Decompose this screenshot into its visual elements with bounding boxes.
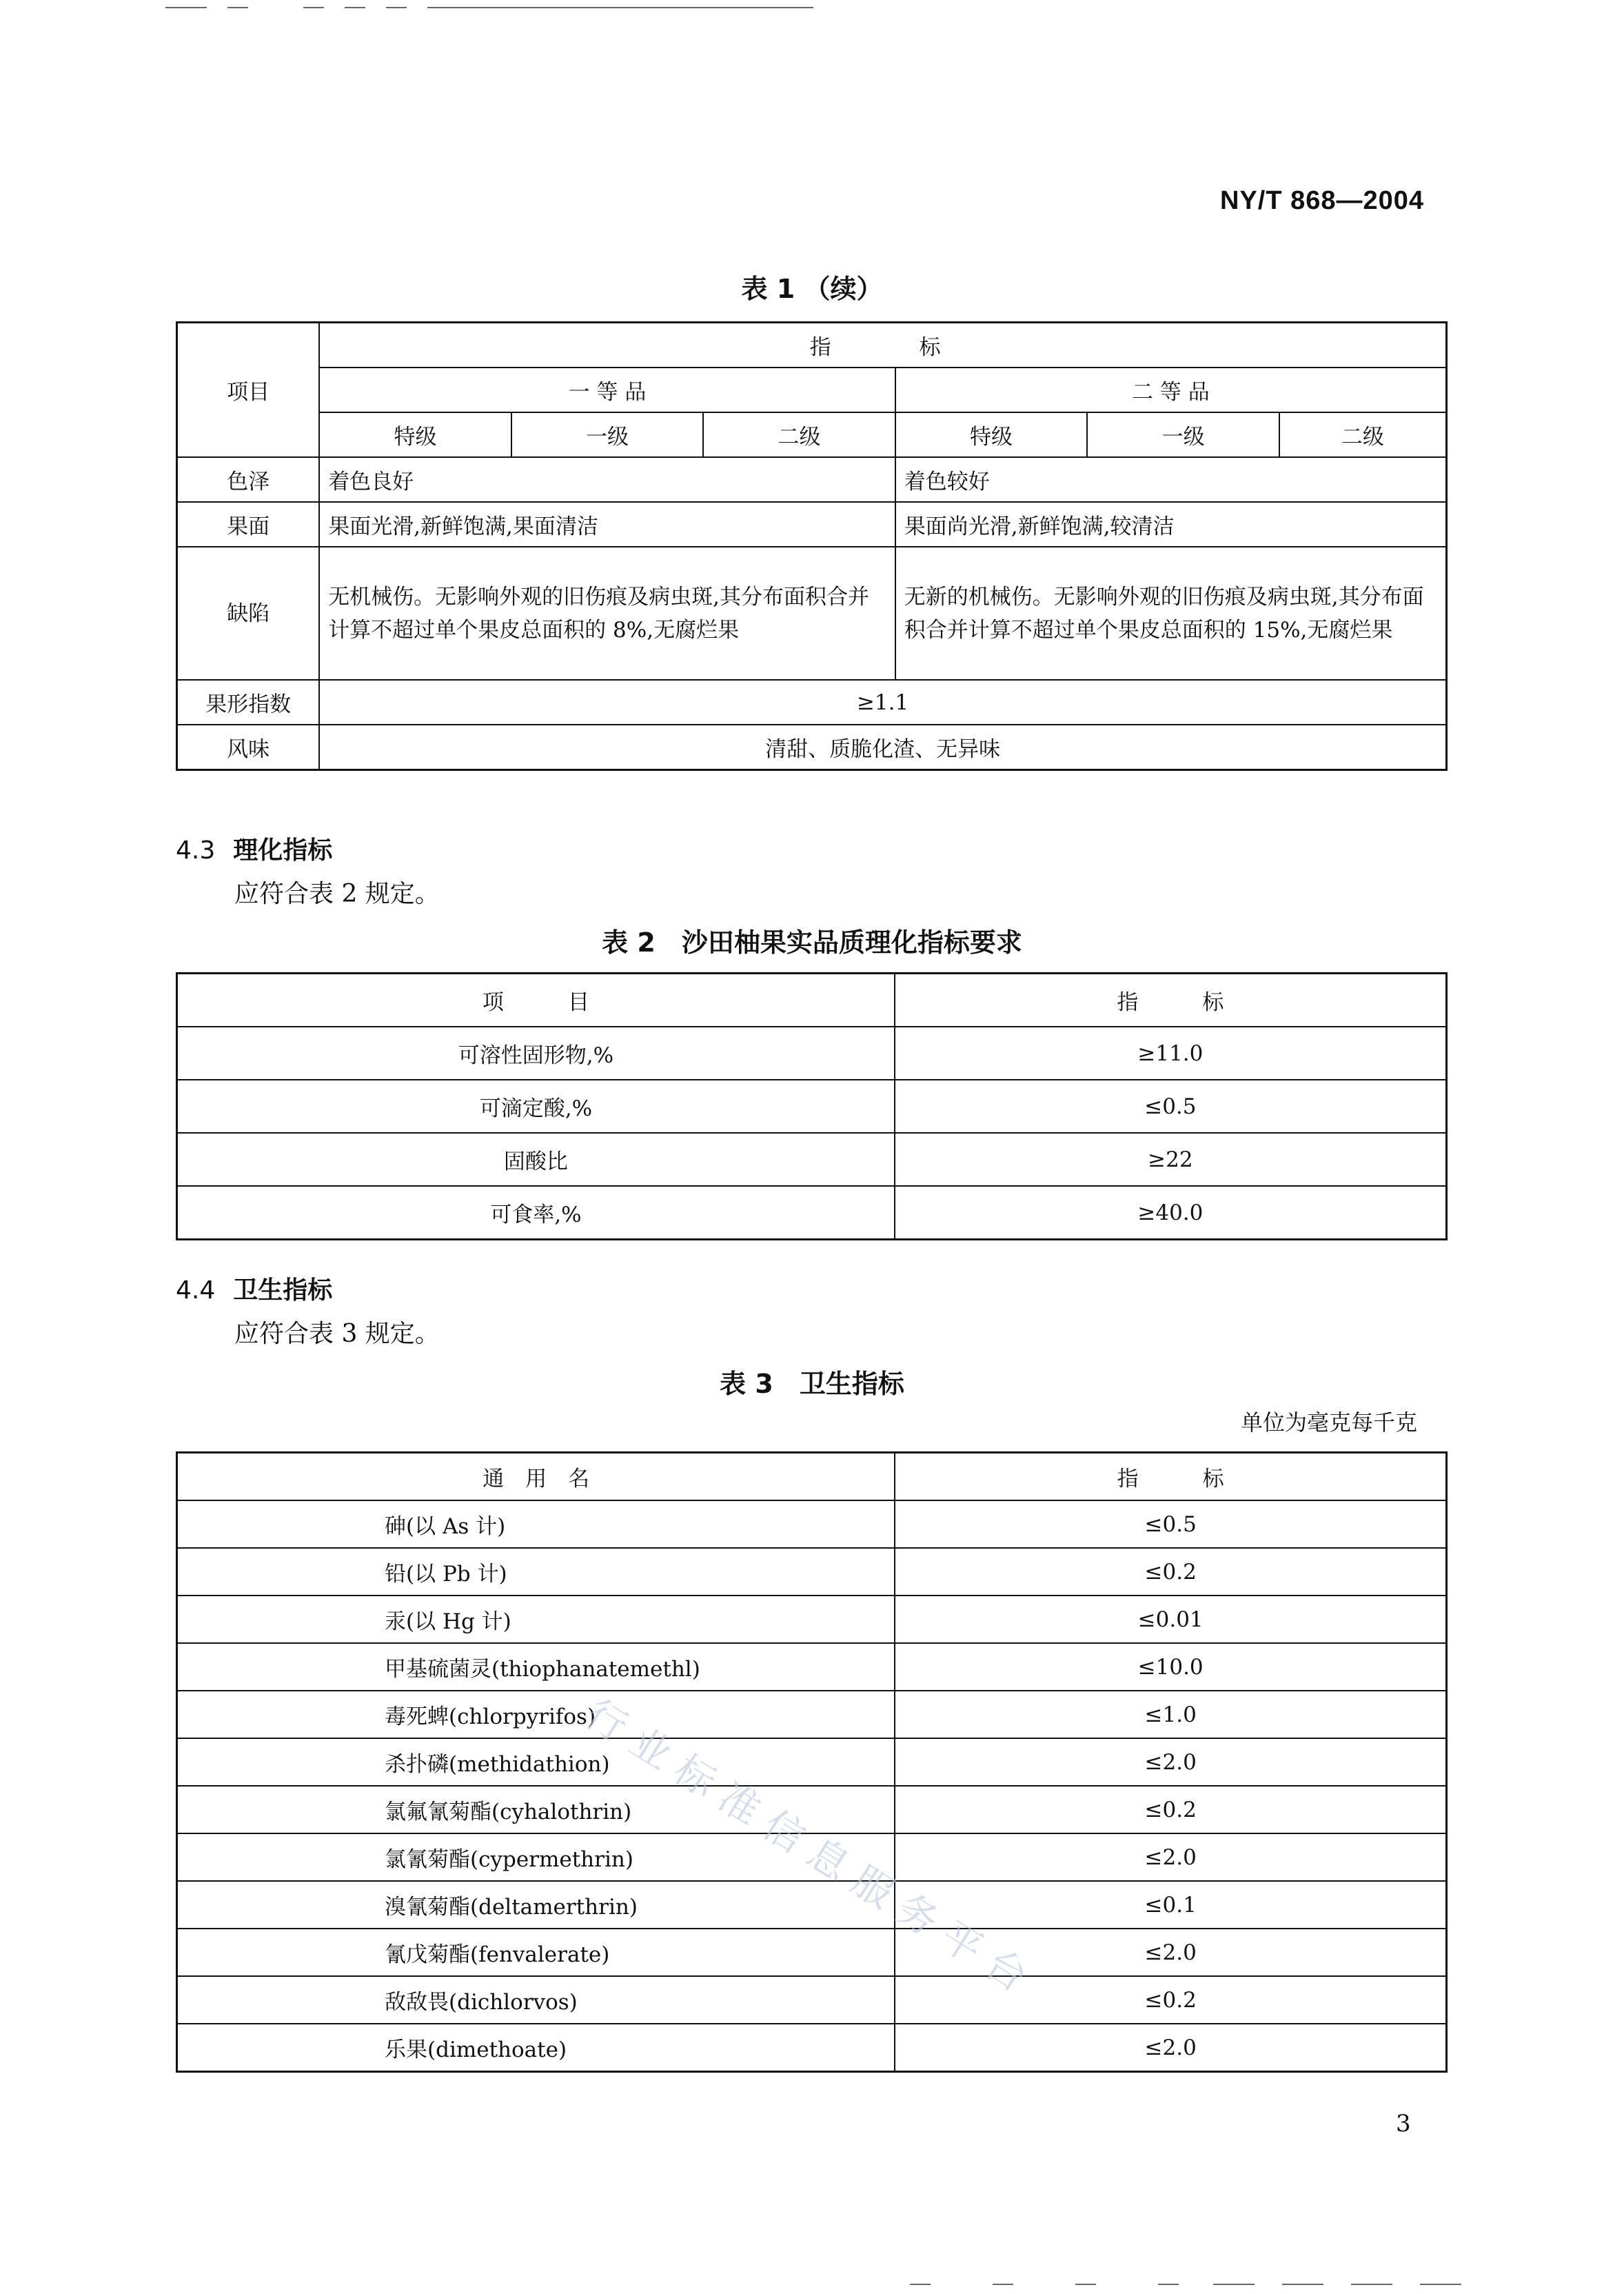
name-cell: 杀扑磷(methidathion)	[177, 1738, 895, 1786]
grade1-cell: 着色良好	[319, 457, 895, 502]
table-row	[177, 1596, 1447, 1643]
table1-subgrade-row	[177, 412, 1447, 457]
table1-head-indicator: 指 标	[319, 323, 1446, 368]
name-cell: 氰戊菊酯(fenvalerate)	[177, 1929, 895, 1976]
name-cell: 铅(以 Pb 计)	[177, 1548, 895, 1596]
table-row	[177, 1881, 1447, 1929]
scan-mark	[1213, 2284, 1255, 2285]
table3-caption: 表 3 卫生指标	[720, 1369, 904, 1399]
table2-header-row	[177, 974, 1447, 1027]
table-row	[177, 1080, 1447, 1133]
value-cell: ≤2.0	[895, 2024, 1446, 2072]
value-cell: ≤0.2	[895, 1786, 1446, 1833]
table-row	[177, 1738, 1447, 1786]
value-cell: ≤0.5	[895, 1080, 1447, 1133]
name-cell: 氯氰菊酯(cypermethrin)	[177, 1833, 895, 1881]
name-cell: 甲基硫菌灵(thiophanatemethl)	[177, 1643, 895, 1691]
value-cell: ≤0.1	[895, 1881, 1446, 1929]
scan-mark	[993, 2284, 1013, 2285]
table-row	[177, 1027, 1447, 1080]
table-row	[177, 1548, 1447, 1596]
scan-mark	[910, 2284, 931, 2285]
table3-head-indicator: 指 标	[895, 1453, 1446, 1501]
value-cell: ≥11.0	[895, 1027, 1447, 1080]
scan-mark	[165, 7, 207, 8]
table2	[176, 972, 1448, 1240]
table1-subgrade: 一级	[1087, 412, 1279, 457]
name-cell: 砷(以 As 计)	[177, 1500, 895, 1548]
table3	[176, 1451, 1448, 2073]
section-title: 卫生指标	[233, 1276, 333, 1305]
table-row	[177, 1691, 1447, 1738]
table1-head-item: 项目	[177, 323, 320, 458]
item-cell: 可滴定酸,%	[177, 1080, 895, 1133]
table1-subgrade: 特级	[319, 412, 511, 457]
name-cell: 敌敌畏(dichlorvos)	[177, 1976, 895, 2024]
grade1-cell: 无机械伤。无影响外观的旧伤痕及病虫斑,其分布面积合并计算不超过单个果皮总面积的 8%,无腐烂果	[319, 547, 895, 680]
table1-grade-row	[177, 368, 1447, 412]
table-row	[177, 1976, 1447, 2024]
section-heading-4-3	[176, 831, 332, 866]
scan-mark	[1282, 2284, 1323, 2285]
name-cell: 氯氟氰菊酯(cyhalothrin)	[177, 1786, 895, 1833]
standard-code: NY/T 868—2004	[1220, 186, 1425, 215]
scan-mark	[1351, 2284, 1392, 2285]
value-cell: ≤0.01	[895, 1596, 1446, 1643]
scan-mark	[227, 7, 248, 8]
table1-header-row	[177, 323, 1447, 368]
grade2-cell: 果面尚光滑,新鲜饱满,较清洁	[895, 502, 1447, 547]
value-cell: 清甜、质脆化渣、无异味	[319, 725, 1446, 770]
table3-head-name: 通 用 名	[177, 1453, 895, 1501]
table-row	[177, 680, 1447, 725]
table1-caption: 表 1 （续）	[741, 274, 883, 304]
table-row	[177, 1133, 1447, 1186]
value-cell: ≤0.2	[895, 1976, 1446, 2024]
grade2-cell: 无新的机械伤。无影响外观的旧伤痕及病虫斑,其分布面积合并计算不超过单个果皮总面积的 15%,无腐烂果	[895, 547, 1447, 680]
name-cell: 溴氰菊酯(deltamerthrin)	[177, 1881, 895, 1929]
table2-head-indicator: 指 标	[895, 974, 1447, 1027]
table2-caption: 表 2 沙田柚果实品质理化指标要求	[602, 927, 1022, 958]
item-cell: 固酸比	[177, 1133, 895, 1186]
name-cell: 汞(以 Hg 计)	[177, 1596, 895, 1643]
table2-head-item: 项 目	[177, 974, 895, 1027]
scan-mark	[1158, 2284, 1179, 2285]
table1-subgrade: 二级	[703, 412, 895, 457]
table-row	[177, 547, 1447, 680]
value-cell: ≤1.0	[895, 1691, 1446, 1738]
table-row	[177, 725, 1447, 770]
page-number: 3	[1396, 2110, 1411, 2137]
value-cell: ≥40.0	[895, 1186, 1447, 1240]
table1-head-grade1: 一 等 品	[319, 368, 895, 412]
scan-mark	[345, 7, 365, 8]
row-label: 缺陷	[177, 547, 320, 680]
table-row	[177, 1929, 1447, 1976]
table-row	[177, 2024, 1447, 2072]
scan-mark	[427, 7, 813, 8]
table-row	[177, 457, 1447, 502]
name-cell: 乐果(dimethoate)	[177, 2024, 895, 2072]
value-cell: ≤10.0	[895, 1643, 1446, 1691]
table1-subgrade: 特级	[895, 412, 1088, 457]
value-cell: ≥1.1	[319, 680, 1446, 725]
table3-unit: 单位为毫克每千克	[1240, 1409, 1417, 1436]
scan-mark	[1075, 2284, 1096, 2285]
table-row	[177, 1500, 1447, 1548]
scan-mark	[386, 7, 407, 8]
section-number: 4.3	[176, 836, 216, 865]
item-cell: 可溶性固形物,%	[177, 1027, 895, 1080]
section-text: 应符合表 3 规定。	[234, 1320, 440, 1348]
grade1-cell: 果面光滑,新鲜饱满,果面清洁	[319, 502, 895, 547]
value-cell: ≤2.0	[895, 1738, 1446, 1786]
table1-head-grade2: 二 等 品	[895, 368, 1447, 412]
section-heading-4-4	[176, 1271, 332, 1306]
table-row	[177, 1186, 1447, 1240]
table1-subgrade: 二级	[1279, 412, 1447, 457]
table1	[176, 321, 1448, 771]
value-cell: ≥22	[895, 1133, 1447, 1186]
value-cell: ≤0.5	[895, 1500, 1446, 1548]
row-label: 果形指数	[177, 680, 320, 725]
row-label: 果面	[177, 502, 320, 547]
grade2-cell: 着色较好	[895, 457, 1447, 502]
section-text: 应符合表 2 规定。	[234, 880, 440, 908]
table1-subgrade: 一级	[511, 412, 704, 457]
name-cell: 毒死蜱(chlorpyrifos)	[177, 1691, 895, 1738]
section-number: 4.4	[176, 1276, 216, 1305]
row-label: 风味	[177, 725, 320, 770]
scan-mark	[1420, 2284, 1461, 2285]
value-cell: ≤2.0	[895, 1833, 1446, 1881]
row-label: 色泽	[177, 457, 320, 502]
watermark: 行业标准信息服务平台	[577, 1690, 1046, 2008]
item-cell: 可食率,%	[177, 1186, 895, 1240]
value-cell: ≤2.0	[895, 1929, 1446, 1976]
value-cell: ≤0.2	[895, 1548, 1446, 1596]
table3-header-row	[177, 1453, 1447, 1501]
table-row	[177, 1643, 1447, 1691]
section-title: 理化指标	[233, 836, 333, 865]
table-row	[177, 502, 1447, 547]
scan-mark	[303, 7, 324, 8]
